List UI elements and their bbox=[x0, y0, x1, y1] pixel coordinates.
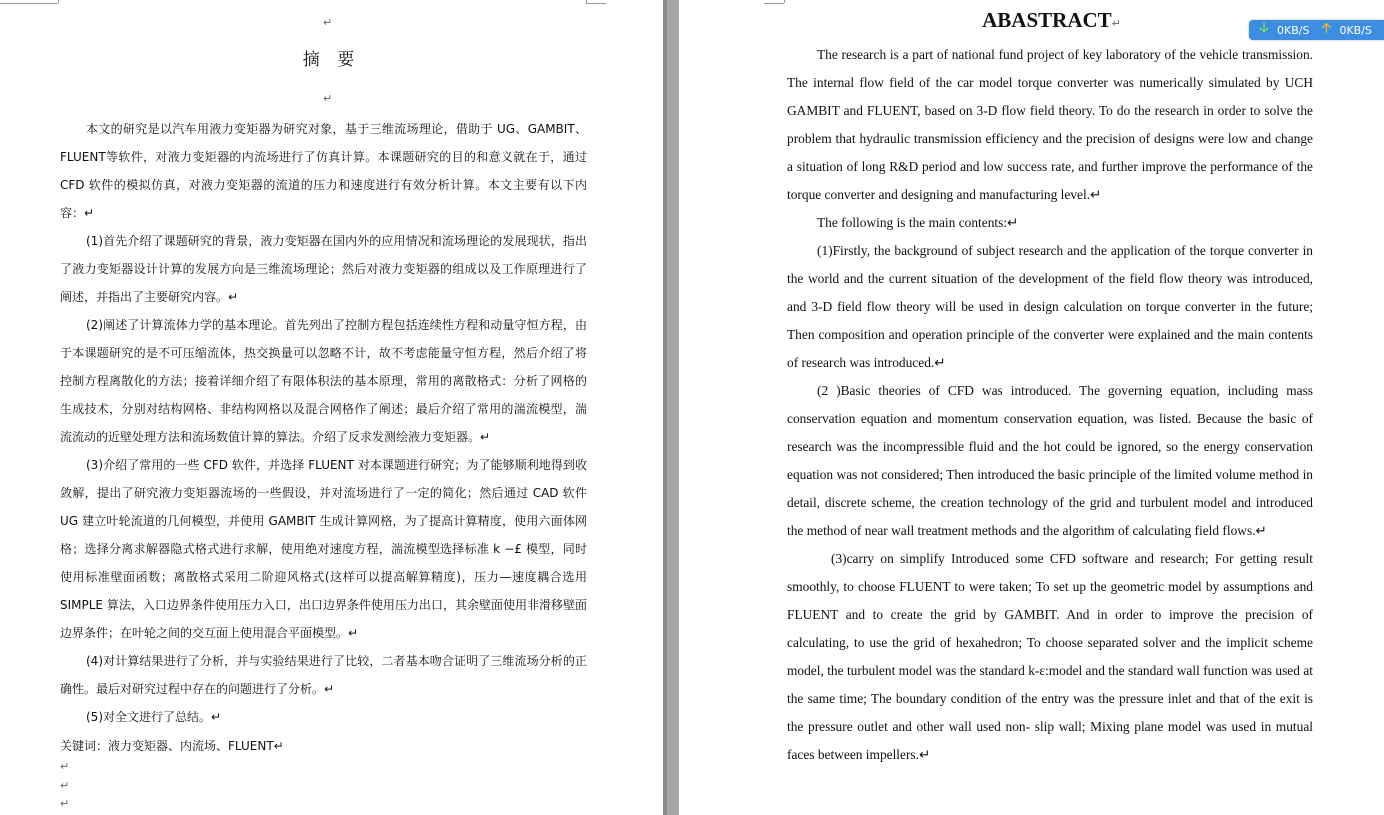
paragraph-mark: ↵ bbox=[60, 779, 70, 792]
abstract-paragraph: (3)介绍了常用的一些 CFD 软件，并选择 FLUENT 对本课题进行研究；为了能够顺利地得到收敛解，提出了研究液力变矩器流场的一些假设，并对流场进行了一定的简化；然后通过 CAD 软件 UG 建立叶轮流道的几何模型，并使用 GAMBIT 生成计算网格，为了提高计算精度，使用六面体网格；选择分离求解器隐式格式进行求解，使用绝对速度方程，湍流模型选择标准 k −£ 模型，同时使用标准壁面函数；离散格式采用二阶迎风格式(这样可以提高解算精度)，压力—速度耦合选用 SIMPLE 算法，入口边界条件使用压力入口，出口边界条件使用压力出口，其余壁面使用非滑移壁面边界条件；在叶轮之间的交互面上使用混合平面模型。↵ bbox=[60, 458, 587, 640]
arrow-up-icon: 🡡 bbox=[1321, 21, 1332, 36]
abstract-paragraph: (1)首先介绍了课题研究的背景，液力变矩器在国内外的应用情况和流场理论的发展现状，指出了液力变矩器设计计算的发展方向是三维流场理论；然后对液力变矩器的组成以及工作原理进行了阐述，并指出了主要研究内容。↵ bbox=[60, 234, 587, 304]
paragraph-mark: ↵ bbox=[60, 760, 70, 773]
crop-mark bbox=[586, 0, 587, 3]
network-speed-widget[interactable] bbox=[1249, 20, 1384, 40]
paragraph-mark: ↵ bbox=[323, 16, 333, 29]
abstract-paragraph: The research is a part of national fund project of key laboratory of the vehicle transmission. The internal flow field of the car model torque converter was numerically simulated by UCH GAMBIT and FLUENT, based on 3-D flow field theory. To do the research in order to solve the problem that hydraulic transmission efficiency and the precision of designs were low and change a situation of long R&D period and low success rate, and further improve the performance of the torque converter and designing and manufacturing level.↵ bbox=[787, 47, 1313, 202]
crop-mark bbox=[586, 0, 606, 4]
abstract-body bbox=[60, 115, 587, 760]
upload-speed: 0KB/S bbox=[1339, 23, 1372, 37]
arrow-down-icon: 🡣 bbox=[1259, 21, 1269, 36]
paragraph-mark: ↵ bbox=[1111, 17, 1121, 30]
paragraph-mark: ↵ bbox=[60, 797, 70, 810]
crop-mark bbox=[0, 0, 58, 4]
page-gutter bbox=[663, 0, 679, 815]
abstract-paragraph: (1)Firstly, the background of subject research and the application of the torque converter in the world and the current situation of the development of the field flow theory was introduced, and 3-D field flow theory will be used in design calculation on torque converter in the future; Then composition and operation principle of the converter were explained and the main contents of research was introduced.↵ bbox=[787, 243, 1313, 370]
title-text: ABASTRACT bbox=[982, 8, 1112, 32]
abstract-paragraph: The following is the main contents:↵ bbox=[817, 215, 1019, 230]
crop-mark bbox=[764, 0, 784, 4]
paragraph-mark: ↵ bbox=[323, 92, 333, 105]
download-speed: 0KB/S bbox=[1277, 23, 1310, 37]
abstract-paragraph: 本文的研究是以汽车用液力变矩器为研究对象，基于三维流场理论，借助于 UG、GAMBIT、FLUENT等软件，对液力变矩器的内流场进行了仿真计算。本课题研究的目的和意义就在于，通过 CFD 软件的模拟仿真，对液力变矩器的流道的压力和速度进行有效分析计算。本文主要有以下内容：↵ bbox=[60, 122, 587, 220]
chinese-abstract-page bbox=[0, 0, 663, 815]
abstract-paragraph: (2 )Basic theories of CFD was introduced. The governing equation, including mass conservation equation and momentum conservation equation, was listed. Because the basic of research was the incompressible fluid and the hot could be ignored, so the energy conservation equation was not considered; Then introduced the basic principle of the limited volume method in detail, discrete scheme, the creation technology of the grid and turbulent model and introduced the method of near wall treatment methods and the algorithm of calculating field flows.↵ bbox=[787, 383, 1313, 538]
english-abstract-page bbox=[679, 0, 1384, 815]
abstract-body bbox=[787, 41, 1313, 769]
abstract-paragraph: (4)对计算结果进行了分析，并与实验结果进行了比较，二者基本吻合证明了三维流场分析的正确性。最后对研究过程中存在的问题进行了分析。↵ bbox=[60, 654, 587, 696]
crop-mark bbox=[784, 0, 785, 3]
abstract-paragraph: (5)对全文进行了总结。↵ bbox=[86, 710, 222, 724]
keywords: 关键词：液力变矩器、内流场、FLUENT↵ bbox=[60, 739, 284, 753]
abstract-paragraph: (3)carry on simplify Introduced some CFD software and research; For getting result smoothly, to choose FLUENT to were taken; To set up the geometric model by assumptions and FLUENT and to create the grid by GAMBIT. And in order to improve the precision of calculating, to use the grid of hexahedron; To choose separated solver and the implicit scheme model, the turbulent model was the standard k-ε:model and the standard wall function was used at the same time; The boundary condition of the entry was the pressure inlet and that of the exit is the pressure outlet and other wall used non- slip wall; Mixing plane model was used in mutual faces between impellers.↵ bbox=[787, 551, 1313, 762]
crop-mark bbox=[58, 0, 59, 3]
page-title: 摘 要 bbox=[302, 50, 361, 70]
abstract-paragraph: (2)阐述了计算流体力学的基本理论。首先列出了控制方程包括连续性方程和动量守恒方程，由于本课题研究的是不可压缩流体，热交换量可以忽略不计，故不考虑能量守恒方程，然后介绍了将控制方程离散化的方法；接着详细介绍了有限体积法的基本原理，常用的离散格式：分析了网格的生成技术，分别对结构网格、非结构网格以及混合网格作了阐述；最后介绍了常用的湍流模型，湍流流动的近壁处理方法和流场数值计算的算法。介绍了反求发测绘液力变矩器。↵ bbox=[60, 318, 587, 444]
